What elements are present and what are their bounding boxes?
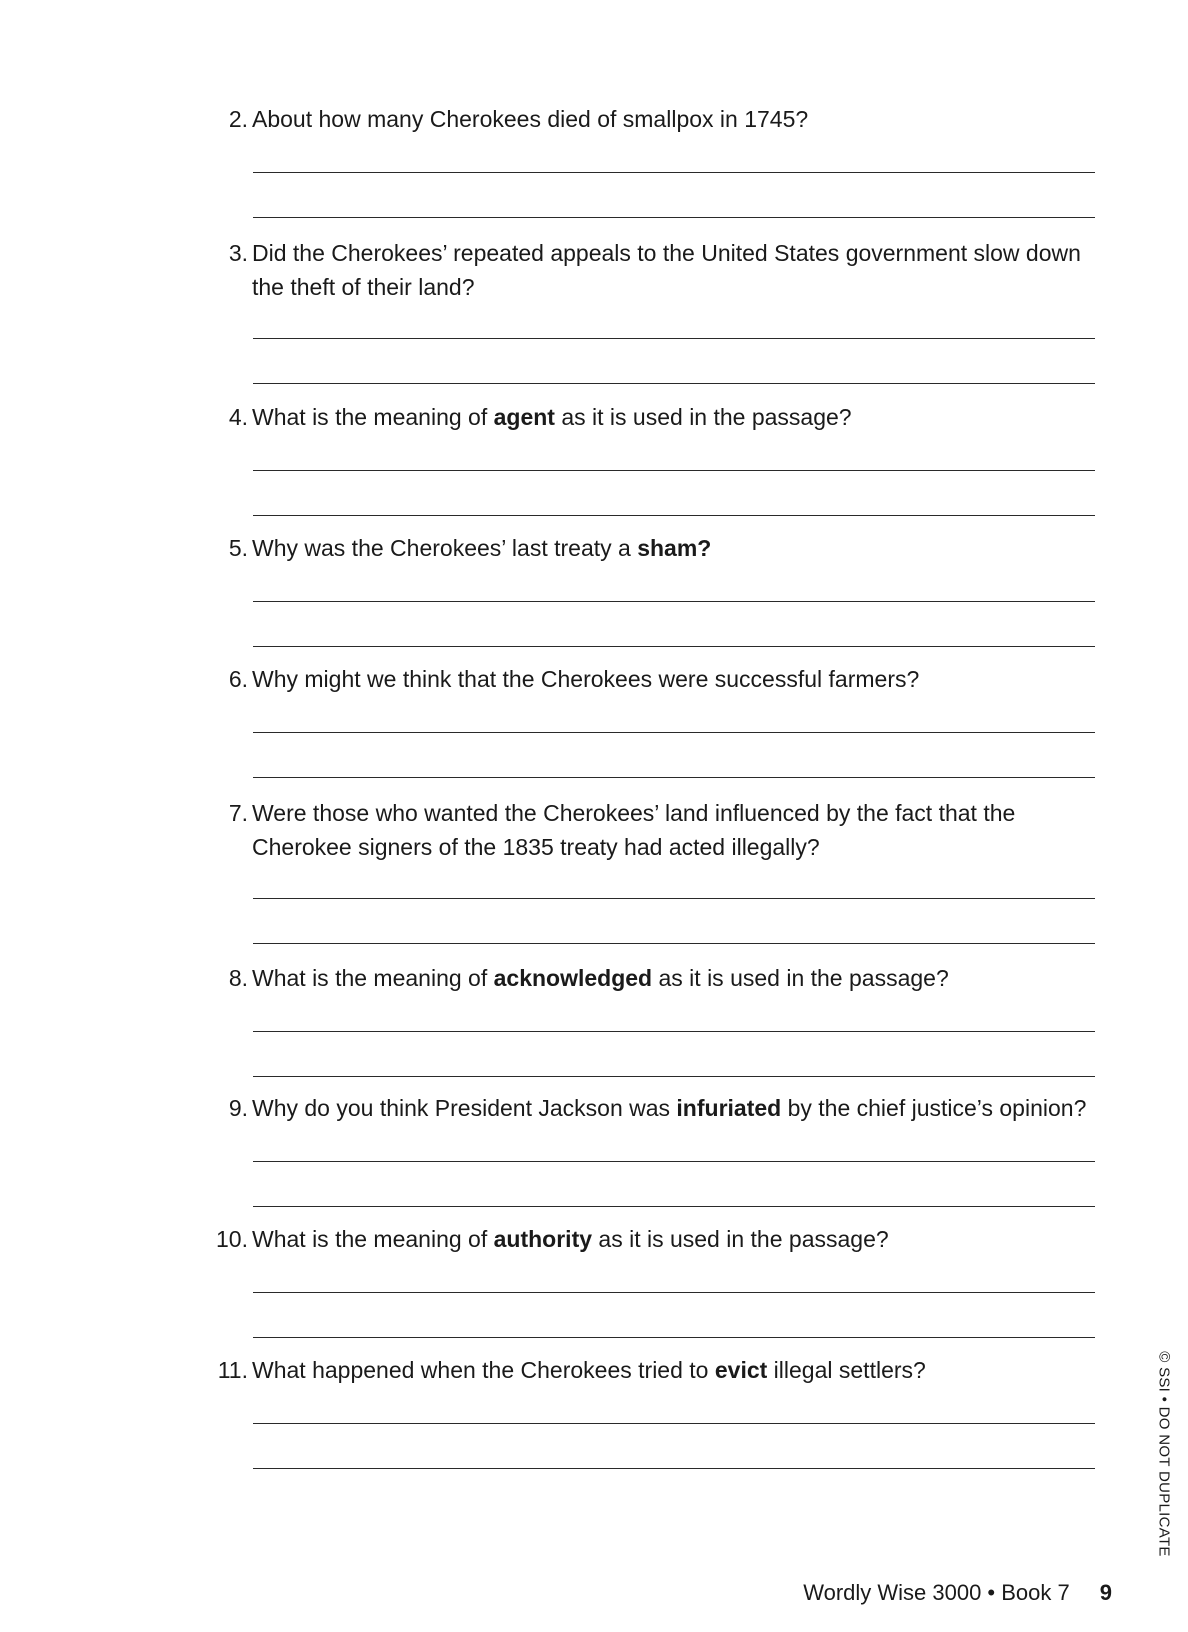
question-number: 5. <box>228 535 248 561</box>
answer-line[interactable] <box>253 1337 1095 1338</box>
page-footer <box>803 1578 1112 1608</box>
page-number: 9 <box>1099 1580 1112 1605</box>
answer-line[interactable] <box>253 646 1095 647</box>
question-text-segment: Did the Cherokees’ repeated appeals to the United States government slow down the theft of their land? <box>252 240 1081 300</box>
question-text <box>252 1353 1112 1387</box>
question-number: 7. <box>228 800 248 826</box>
answer-line[interactable] <box>253 777 1095 778</box>
question-text <box>252 102 1112 136</box>
answer-line[interactable] <box>253 601 1095 602</box>
question-number: 11. <box>217 1357 248 1383</box>
question-number: 10. <box>216 1226 248 1252</box>
question-number: 3. <box>228 240 248 266</box>
vocabulary-word: agent <box>493 404 555 430</box>
question-text-segment: illegal settlers? <box>767 1357 926 1383</box>
question-number: 6. <box>228 666 248 692</box>
question-text <box>252 961 1112 995</box>
question-text-segment: Why might we think that the Cherokees were successful farmers? <box>252 666 920 692</box>
question-number: 2. <box>228 106 248 132</box>
copyright-notice <box>1152 1351 1176 1557</box>
question-text <box>252 236 1112 304</box>
answer-line[interactable] <box>253 217 1095 218</box>
question-text <box>252 796 1112 864</box>
question-text-segment: by the chief justice’s opinion? <box>781 1095 1087 1121</box>
question-text-segment: What is the meaning of <box>252 404 494 430</box>
question-text-segment: About how many Cherokees died of smallpox in 1745? <box>252 106 809 132</box>
question-text-segment: What happened when the Cherokees tried to <box>252 1357 715 1383</box>
copyright-text: © SSI • DO NOT DUPLICATE <box>1155 1351 1173 1557</box>
question-text-segment: as it is used in the passage? <box>652 965 949 991</box>
answer-line[interactable] <box>253 1161 1095 1162</box>
question-number: 4. <box>228 404 248 430</box>
vocabulary-word: sham? <box>637 535 712 561</box>
question-text-segment: What is the meaning of <box>252 1226 494 1252</box>
answer-line[interactable] <box>253 338 1095 339</box>
question-text <box>252 531 1112 565</box>
question-text-segment: Why do you think President Jackson was <box>252 1095 677 1121</box>
book-title: Wordly Wise 3000 • Book 7 <box>803 1580 1070 1605</box>
question-text <box>252 1091 1112 1125</box>
answer-line[interactable] <box>253 1468 1095 1469</box>
answer-line[interactable] <box>253 515 1095 516</box>
answer-line[interactable] <box>253 470 1095 471</box>
vocabulary-word: evict <box>714 1357 768 1383</box>
question-number: 9. <box>228 1095 248 1121</box>
question-text-segment: Why was the Cherokees’ last treaty a <box>252 535 638 561</box>
answer-line[interactable] <box>253 383 1095 384</box>
question-text-segment: What is the meaning of <box>252 965 494 991</box>
answer-line[interactable] <box>253 172 1095 173</box>
question-number: 8. <box>228 965 248 991</box>
answer-line[interactable] <box>253 898 1095 899</box>
answer-line[interactable] <box>253 943 1095 944</box>
vocabulary-word: acknowledged <box>493 965 653 991</box>
question-text-segment: as it is used in the passage? <box>592 1226 889 1252</box>
question-text <box>252 1222 1112 1256</box>
answer-line[interactable] <box>253 1292 1095 1293</box>
question-text <box>252 662 1112 696</box>
answer-line[interactable] <box>253 1076 1095 1077</box>
answer-line[interactable] <box>253 1423 1095 1424</box>
answer-line[interactable] <box>253 1031 1095 1032</box>
vocabulary-word: authority <box>493 1226 593 1252</box>
answer-line[interactable] <box>253 1206 1095 1207</box>
answer-line[interactable] <box>253 732 1095 733</box>
vocabulary-word: infuriated <box>676 1095 782 1121</box>
question-text <box>252 400 1112 434</box>
question-text-segment: as it is used in the passage? <box>554 404 852 430</box>
question-text-segment: Were those who wanted the Cherokees’ land influenced by the fact that the Cherokee signers of the 1835 treaty had acted illegally? <box>252 800 1016 860</box>
